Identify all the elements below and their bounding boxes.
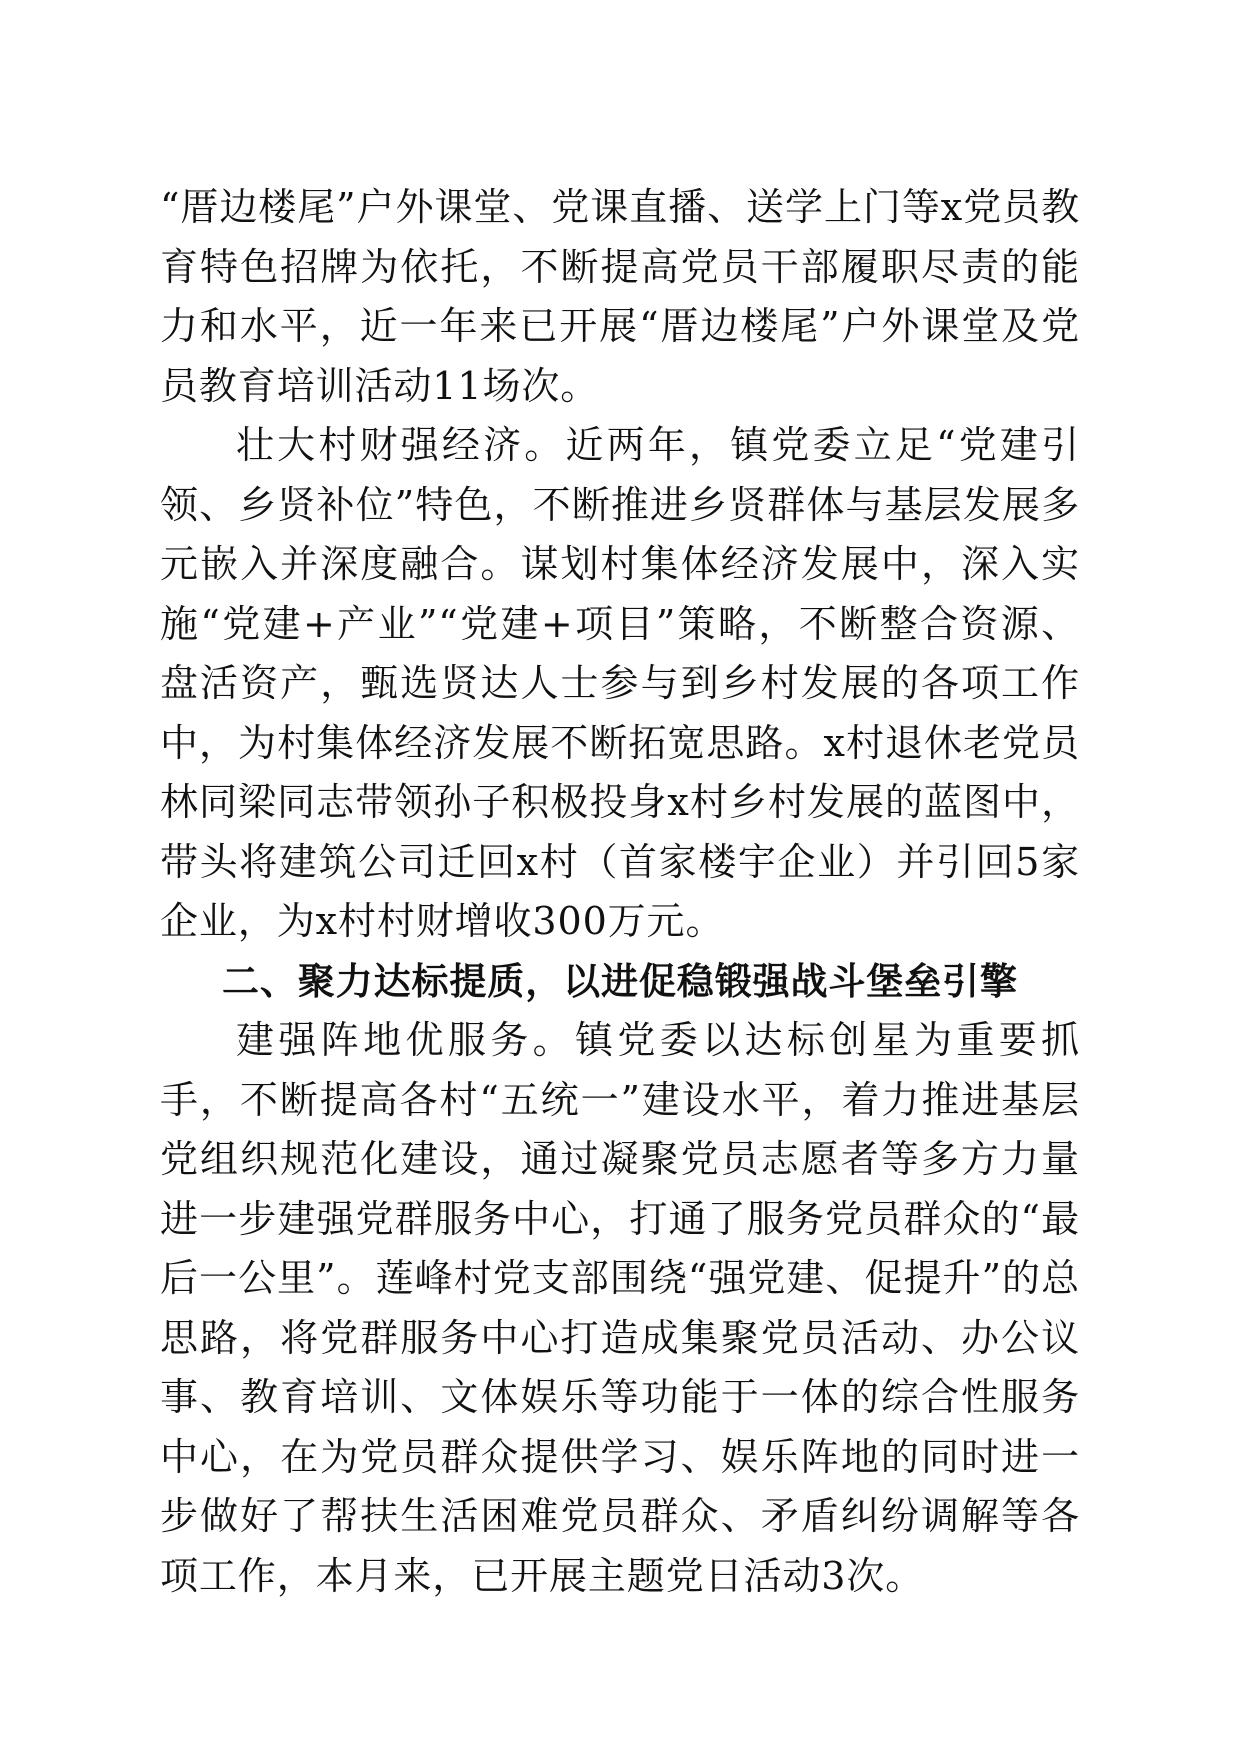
continued-paragraph: “厝边楼尾”户外课堂、党课直播、送学上门等x党员教育特色招牌为依托，不断提高党员干部履职尽责的能力和水平，近一年来已开展“厝边楼尾”户外课堂及党员教育培训活动11场次。 <box>160 185 1080 408</box>
body-paragraph-service-center: 建强阵地优服务。镇党委以达标创星为重要抓手，不断提高各村“五统一”建设水平，着力推进基层党组织规范化建设，通过凝聚党员志愿者等多方力量进一步建强党群服务中心，打通了服务党员群众的“最后一公里”。莲峰村党支部围绕“强党建、促提升”的总思路，将党群服务中心打造成集聚党员活动、办公议事、教育培训、文体娱乐等功能于一体的综合性服务中心，在为党员群众提供学习、娱乐阵地的同时进一步做好了帮扶生活困难党员群众、矛盾纠纷调解等各项工作，本月来，已开展主题党日活动3次。 <box>160 1018 1080 1598</box>
document-page <box>160 178 1080 1606</box>
body-paragraph-village-economy: 壮大村财强经济。近两年，镇党委立足“党建引领、乡贤补位”特色，不断推进乡贤群体与基层发展多元嵌入并深度融合。谋划村集体经济发展中，深入实施“党建+产业”“党建+项目”策略，不断整合资源、盘活资产，甄选贤达人士参与到乡村发展的各项工作中，为村集体经济发展不断拓宽思路。x村退休老党员林同梁同志带领孙子积极投身x村乡村发展的蓝图中，带头将建筑公司迁回x村（首家楼宇企业）并引回5家企业，为x村村财增收300万元。 <box>160 423 1080 943</box>
section-heading: 二、聚力达标提质，以进促稳锻强战斗堡垒引擎 <box>222 959 1018 1003</box>
